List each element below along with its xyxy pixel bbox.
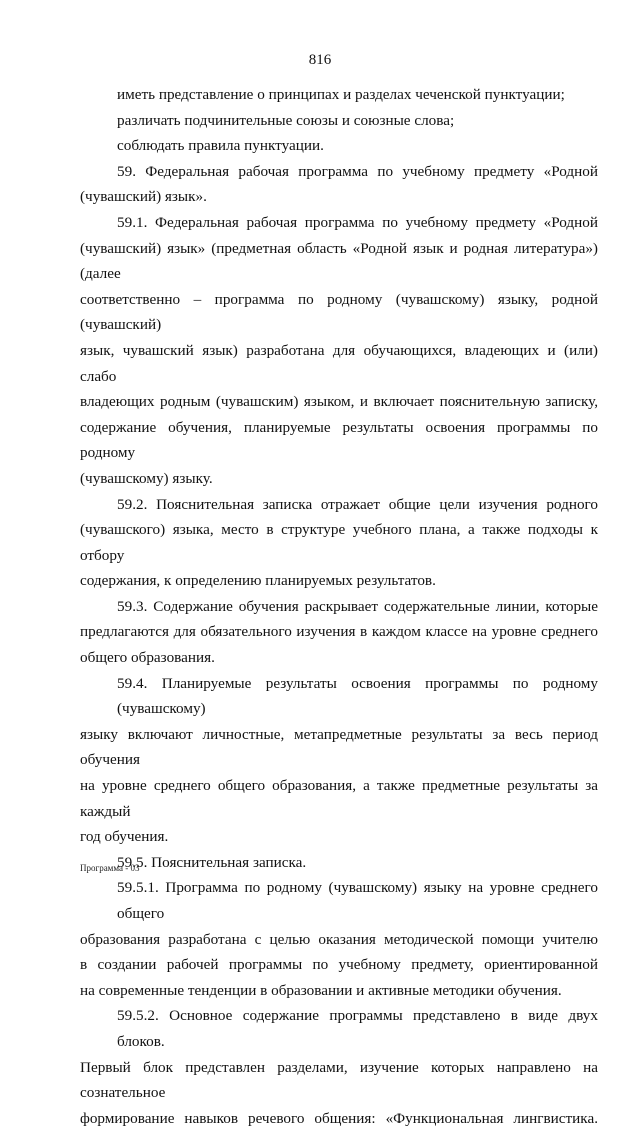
text-line: (чувашский) язык» (предметная область «Родной язык и родная литература») (далее [80,239,598,283]
text-line: на современные тенденции в образовании и активные методики обучения. [80,981,562,999]
text-line: различать подчинительные союзы и союзные слова; [117,111,455,129]
text-line: владеющих родным (чувашским) языком, и включает пояснительную записку, [80,393,598,411]
text-line: 59.5.2. Основное содержание программы представлено в виде двух блоков. [117,1007,598,1050]
text-line: языку включают личностные, метапредметные результаты за весь период обучения [80,725,598,769]
text-line: Первый блок представлен разделами, изучение которых направлено на сознательное [80,1058,598,1102]
text-line: 59. Федеральная рабочая программа по учебному предмету «Родной [117,162,598,180]
text-line: соответственно – программа по родному (чувашскому) языку, родной (чувашский) [80,290,598,334]
text-line: 59.2. Пояснительная записка отражает общие цели изучения родного [117,495,598,513]
text-line: (чувашский) язык». [80,188,207,206]
text-line: язык, чувашский язык) разработана для обучающихся, владеющих и (или) слабо [80,341,598,385]
page-footer: Программа - 03 [80,863,140,873]
document-body [80,82,598,1131]
text-line: 59.5.1. Программа по родному (чувашскому) языку на уровне среднего общего [117,879,598,922]
text-line: на уровне среднего общего образования, а также предметные результаты за каждый [80,777,598,820]
page-number: 816 [308,52,332,68]
text-line: 59.4. Планируемые результаты освоения программы по родному (чувашскому) [117,674,598,718]
text-line: образования разработана с целью оказания методической помощи учителю [80,930,598,948]
text-line: в создании рабочей программы по учебному предмету, ориентированной [80,956,598,974]
text-line: соблюдать правила пунктуации. [117,137,324,155]
text-line: содержание обучения, планируемые результаты освоения программы по родному [80,418,598,462]
text-line: (чувашскому) языку. [80,469,213,487]
text-line: 59.1. Федеральная рабочая программа по учебному предмету «Родной [117,213,598,231]
text-line: (чувашского) языка, место в структуре учебного плана, а также подходы к отбору [80,521,598,564]
text-line: год обучения. [80,828,169,846]
text-line: 59.5. Пояснительная записка. [117,853,307,871]
text-line: предлагаются для обязательного изучения в каждом классе на уровне среднего [80,623,598,641]
text-line: 59.3. Содержание обучения раскрывает содержательные линии, которые [117,597,598,615]
text-line: общего образования. [80,649,215,667]
text-line: формирование навыков речевого общения: «Функциональная лингвистика. [80,1109,598,1127]
text-line: иметь представление о принципах и разделах чеченской пунктуации; [117,86,565,103]
text-line: содержания, к определению планируемых результатов. [80,572,436,590]
